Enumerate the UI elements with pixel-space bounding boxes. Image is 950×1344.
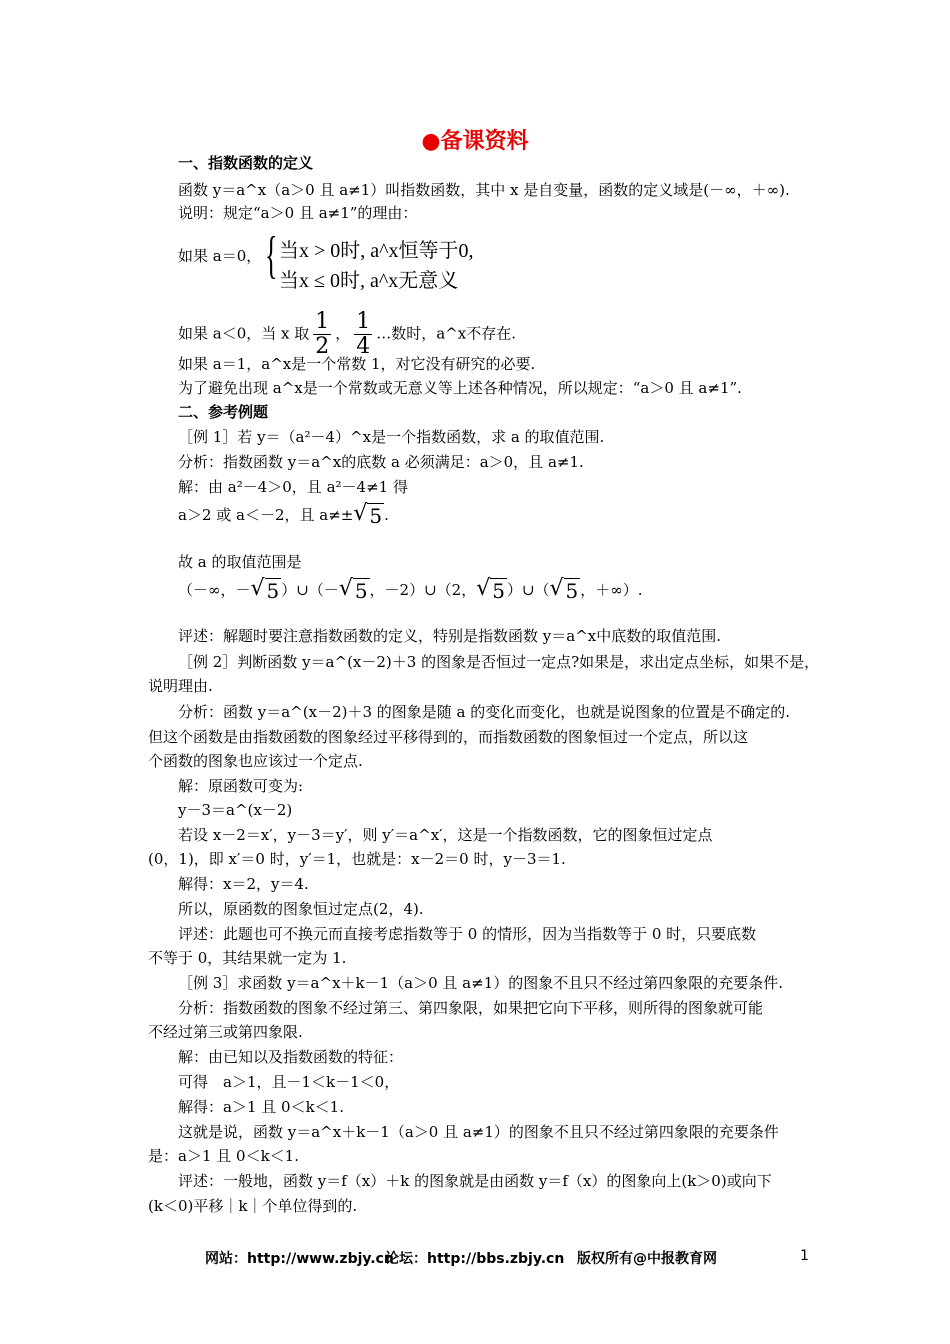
sqrt-5: √ 5 xyxy=(550,581,581,601)
footer-copyright: 版权所有@中报教育网 xyxy=(577,1251,717,1267)
example-2-answer: 解得：x＝2，y＝4. xyxy=(178,875,309,893)
case-a-negative-text: 如果 a＜0，当 x 取 xyxy=(178,324,310,343)
case-a-negative-tail: …数时，a^x不存在. xyxy=(376,324,517,343)
example-3-solution: 解：由已知以及指数函数的特征： xyxy=(178,1048,404,1066)
sqrt-5: √ 5 xyxy=(353,506,384,526)
example-2-conclusion: 所以，原函数的图象恒过定点(2，4). xyxy=(178,900,424,918)
example-1-comment: 评述：解题时要注意指数函数的定义，特别是指数函数 y＝a^x中底数的取值范围. xyxy=(178,627,721,645)
conclusion-line: 为了避免出现 a^x是一个常数或无意义等上述各种情况，所以规定：“a＞0 且 a≠1”. xyxy=(178,379,742,397)
example-1-analysis: 分析：指数函数 y＝a^x的底数 a 必须满足：a＞0，且 a≠1. xyxy=(178,453,584,471)
example-1-statement: ［例 1］若 y＝（a²－4）^x是一个指数函数，求 a 的取值范围. xyxy=(178,428,605,446)
example-1-result: a＞2 或 a＜－2，且 a≠±√ 5 . xyxy=(178,505,389,526)
example-2-comment-cont: 不等于 0，其结果就一定为 1. xyxy=(148,949,347,967)
example-2-statement: ［例 2］判断函数 y＝a^(x－2)＋3 的图象是否恒过一定点?如果是，求出定点坐标，如果不是， xyxy=(178,653,820,671)
example-2-statement-cont: 说明理由. xyxy=(148,677,213,695)
explanation-line: 说明：规定“a＞0 且 a≠1”的理由： xyxy=(178,204,418,222)
example-3-analysis: 分析：指数函数的图象不经过第三、第四象限，如果把它向下平移，则所得的图象就可能 xyxy=(178,999,764,1017)
section-heading-1: 一、指数函数的定义 xyxy=(178,154,314,172)
example-2-analysis-cont-2: 个函数的图象也应该过一个定点. xyxy=(148,752,363,770)
case-1: 当x > 0时, a^x恒等于0, xyxy=(279,240,474,262)
example-2-analysis: 分析：函数 y＝a^(x－2)＋3 的图象是随 a 的变化而变化，也就是说图象的位置是不确定的. xyxy=(178,703,791,721)
sqrt-5: √ 5 xyxy=(251,581,282,601)
example-3-answer: 解得：a＞1 且 0＜k＜1. xyxy=(178,1098,344,1116)
case-a-one: 如果 a＝1，a^x是一个常数 1，对它没有研究的必要. xyxy=(178,355,536,373)
footer-website: 网站：http://www.zbjy.cn xyxy=(205,1251,394,1267)
sqrt-5: √ 5 xyxy=(476,581,507,601)
example-2-solution: 解：原函数可变为: xyxy=(178,777,304,795)
example-3-comment: 评述：一般地，函数 y＝f（x）＋k 的图象就是由函数 y＝f（x）的图象向上(k＞0)或向下 xyxy=(178,1172,772,1190)
page-number: 1 xyxy=(800,1248,809,1264)
page-title: ●备课资料 xyxy=(421,129,529,154)
example-3-summary-cont: 是：a＞1 且 0＜k＜1. xyxy=(148,1147,299,1165)
example-3-summary: 这就是说，函数 y＝a^x＋k－1（a＞0 且 a≠1）的图象不且只不经过第四象限的充要条件 xyxy=(178,1123,779,1141)
definition-line: 函数 y＝a^x（a＞0 且 a≠1）叫指数函数，其中 x 是自变量，函数的定义域是(－∞，＋∞). xyxy=(178,181,790,199)
example-2-substitution: 若设 x－2＝x′，y－3＝y′，则 y′＝a^x′，这是一个指数函数，它的图象恒过定点 xyxy=(178,826,713,844)
example-2-substitution-cont: (0，1)，即 x′＝0 时，y′＝1，也就是：x－2＝0 时，y－3＝1. xyxy=(148,850,566,868)
example-1-solution: 解：由 a²－4＞0，且 a²－4≠1 得 xyxy=(178,478,408,496)
footer-forum: 论坛：http://bbs.zbjy.cn xyxy=(385,1251,565,1267)
example-2-analysis-cont-1: 但这个函数是由指数函数的图象经过平移得到的，而指数函数的图象恒过一个定点，所以这 xyxy=(148,728,749,746)
example-3-condition: 可得 a＞1，且－1＜k－1＜0， xyxy=(178,1073,400,1091)
example-1-range-label: 故 a 的取值范围是 xyxy=(178,553,302,571)
fraction-half: $\frac{1}{2}$ xyxy=(315,309,330,359)
example-1-range: （－∞，－√ 5 ）∪（－√ 5 ，－2）∪（2，√ 5 ）∪（√ 5 ，＋∞）. xyxy=(178,580,643,601)
example-3-analysis-cont: 不经过第三或第四象限. xyxy=(148,1023,303,1041)
case-a-negative: 如果 a＜0，当 x 取 $\frac{1}{2}$ ， $\frac{1}{4}$ …数时，a^x不存在. xyxy=(178,309,517,359)
case-2: 当x ≤ 0时, a^x无意义 xyxy=(279,270,459,292)
sqrt-5: √ 5 xyxy=(339,581,370,601)
case-a-zero: 如果 a＝0， xyxy=(178,247,262,265)
example-3-statement: ［例 3］求函数 y＝a^x＋k－1（a＞0 且 a≠1）的图象不且只不经过第四象限的充要条件. xyxy=(178,974,784,992)
fraction-quarter: $\frac{1}{4}$ xyxy=(356,309,371,359)
example-2-comment: 评述：此题也可不换元而直接考虑指数等于 0 的情形，因为当指数等于 0 时，只要底数 xyxy=(178,925,757,943)
brace-symbol: { xyxy=(265,227,278,284)
section-heading-2: 二、参考例题 xyxy=(178,403,269,421)
example-2-transform: y－3＝a^(x－2) xyxy=(178,801,293,819)
example-3-comment-cont: (k＜0)平移｜k｜个单位得到的. xyxy=(148,1197,358,1215)
